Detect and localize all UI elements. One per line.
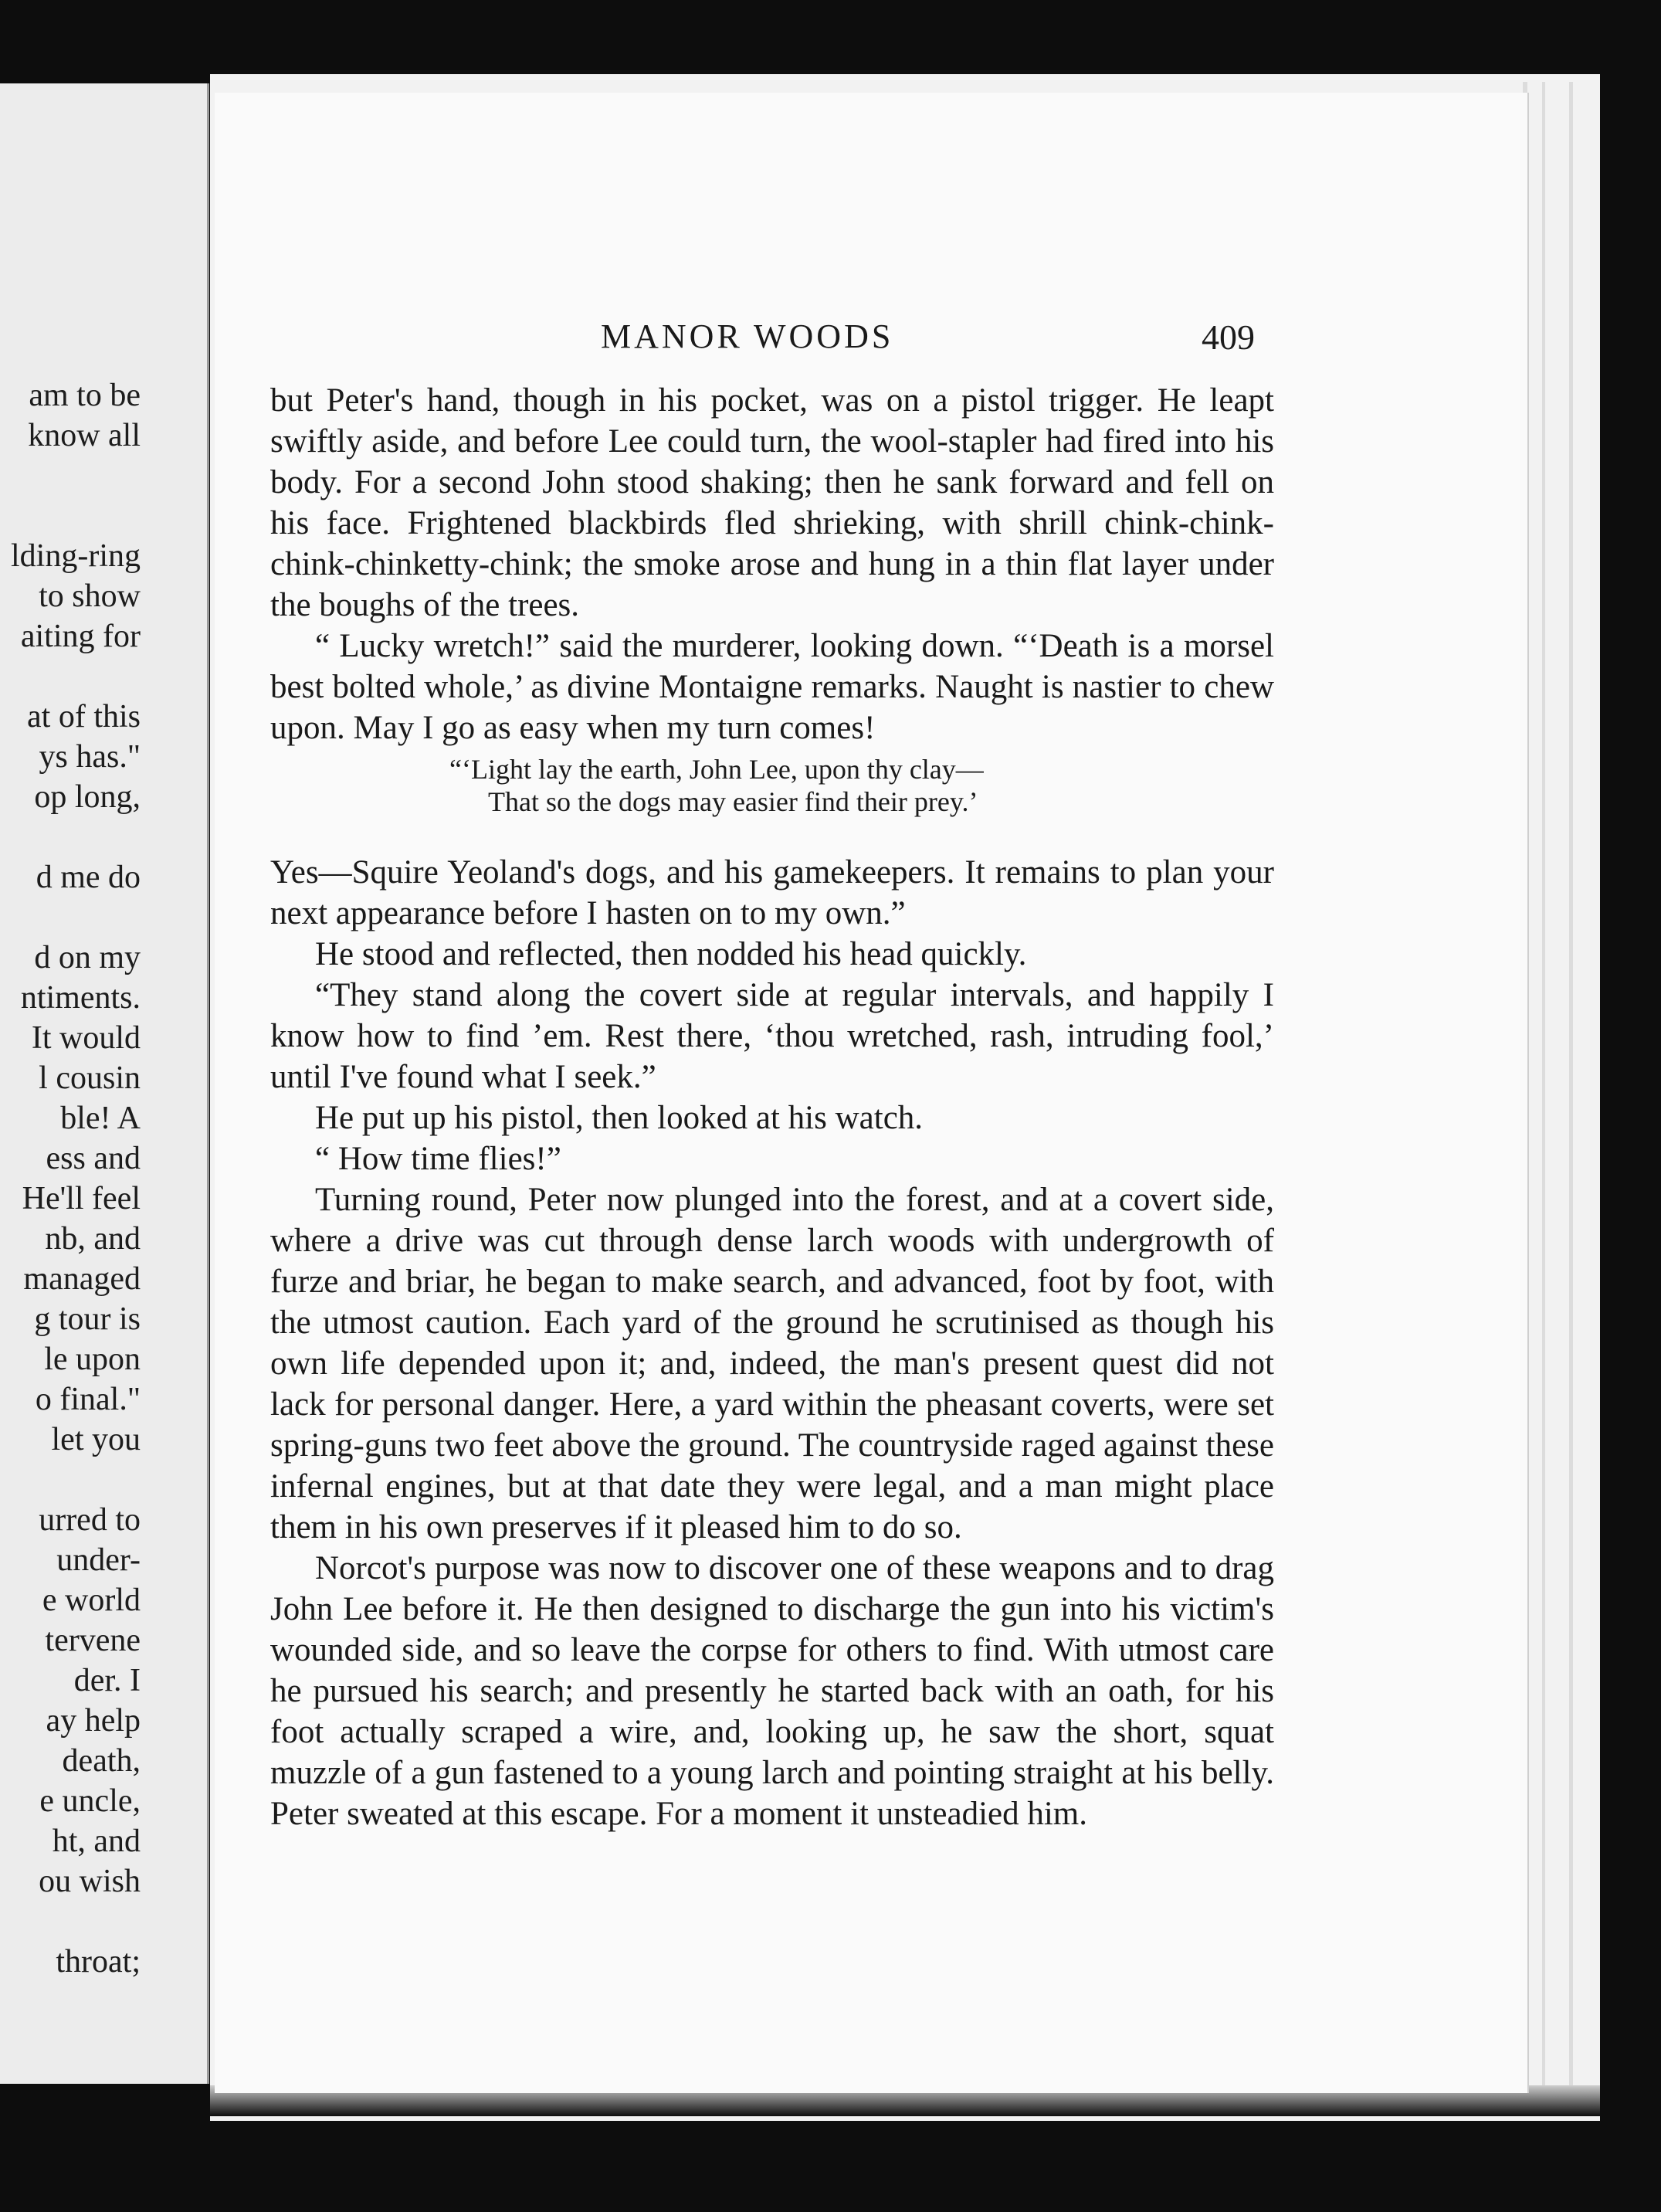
left-page-line: throat; bbox=[56, 1944, 141, 1980]
left-page-line: aiting for bbox=[20, 619, 141, 654]
page-edge bbox=[1569, 82, 1573, 2113]
left-page-line: It would bbox=[31, 1020, 141, 1056]
body-text bbox=[270, 380, 1274, 1834]
paragraph: Norcot's purpose was now to discover one of these weapons and to drag John Lee before it. He then designed to discharge the gun into his victim's wounded side, and so leave the corpse for others to find. With utmost care he pursued his search; and presently he started back with an oath, for his foot actually scraped a wire, and, looking up, he saw the short, squat muzzle of a gun fastened to a young larch and pointing straight at his belly. Peter sweated at this escape. For a moment it unsteadied him. bbox=[270, 1550, 1274, 1832]
left-page-line: e uncle, bbox=[39, 1783, 141, 1819]
paragraph: “ How time flies!” bbox=[315, 1141, 561, 1177]
left-page-line: am to be bbox=[29, 378, 141, 413]
paragraph: He put up his pistol, then looked at his watch. bbox=[315, 1100, 924, 1136]
left-page-line: managed bbox=[23, 1261, 141, 1297]
left-page-line: e world bbox=[42, 1583, 141, 1618]
left-page-line: under- bbox=[56, 1542, 141, 1578]
paragraph: He stood and reflected, then nodded his head quickly. bbox=[315, 936, 1027, 972]
left-page-line: ys has." bbox=[39, 739, 141, 775]
left-page-line: d on my bbox=[34, 940, 141, 975]
left-page-line: He'll feel bbox=[22, 1181, 141, 1216]
verse-line: “‘Light lay the earth, John Lee, upon thy clay— bbox=[449, 754, 984, 785]
right-page bbox=[215, 93, 1527, 2093]
left-page-line: ess and bbox=[46, 1141, 141, 1176]
left-page-line: to show bbox=[39, 578, 141, 614]
left-page-line: ou wish bbox=[39, 1864, 141, 1899]
left-page-line: ntiments. bbox=[20, 980, 141, 1016]
paragraph: “They stand along the covert side at regular intervals, and happily I know how to find ’em. Rest there, ‘thou wretched, rash, intruding fool,’ until I've found what I seek.” bbox=[270, 977, 1274, 1095]
left-page-line: at of this bbox=[27, 699, 141, 735]
left-page-line: l cousin bbox=[39, 1060, 141, 1096]
left-page-line: le upon bbox=[44, 1342, 141, 1377]
left-page-line: nb, and bbox=[45, 1221, 141, 1257]
paragraph: “ Lucky wretch!” said the murderer, looking down. “‘Death is a morsel best bolted whole,’ as divine Montaigne remarks. Naught is nastier to chew upon. May I go as easy when my turn comes! bbox=[270, 628, 1274, 746]
left-page-line: ht, and bbox=[52, 1824, 141, 1859]
verse-quotation bbox=[449, 753, 1274, 818]
left-page-line: know all bbox=[28, 418, 141, 453]
page-number: 409 bbox=[1202, 317, 1255, 357]
left-page-line: lding-ring bbox=[11, 538, 141, 574]
left-page-line: o final." bbox=[35, 1382, 141, 1417]
left-page-line: der. I bbox=[73, 1663, 141, 1698]
verse-line: That so the dogs may easier find their prey.’ bbox=[488, 786, 978, 817]
left-page-line: let you bbox=[51, 1422, 141, 1457]
left-page-line: ble! A bbox=[60, 1101, 141, 1136]
left-page bbox=[0, 83, 209, 2084]
paragraph: Turning round, Peter now plunged into the forest, and at a covert side, where a drive was cut through dense larch woods with undergrowth of furze and briar, he began to make search, and advanced, foot by foot, with the utmost caution. Each yard of the ground he scrutinised as though his own life depended upon it; and, indeed, the man's present quest did not lack for personal danger. Here, a yard within the pheasant coverts, were set spring-guns two feet above the ground. The countryside raged against these infernal engines, but at that date they were legal, and a man might place them in his own preserves if it pleased him to do so. bbox=[270, 1182, 1274, 1545]
page-edge bbox=[1542, 82, 1545, 2113]
left-page-line: ay help bbox=[46, 1703, 141, 1739]
left-page-line: death, bbox=[62, 1743, 141, 1779]
left-page-line: d me do bbox=[36, 860, 141, 895]
running-title: MANOR WOODS bbox=[601, 317, 894, 355]
left-page-line: urred to bbox=[39, 1502, 141, 1538]
left-page-line: g tour is bbox=[34, 1301, 141, 1337]
paragraph: Yes—Squire Yeoland's dogs, and his gamekeepers. It remains to plan your next appearance before I hasten on to my own.” bbox=[270, 854, 1274, 931]
left-page-line: op long, bbox=[34, 779, 141, 815]
paragraph: but Peter's hand, though in his pocket, was on a pistol trigger. He leapt swiftly aside, and before Lee could turn, the wool-stapler had fired into his body. For a second John stood shaking; then he sank forward and fell on his face. Frightened blackbirds fled shrieking, with shrill chink-chink-chink-chinketty-chink; the smoke arose and hung in a thin flat layer under the boughs of the trees. bbox=[270, 382, 1274, 623]
page-header bbox=[215, 317, 1527, 363]
left-page-line: tervene bbox=[45, 1623, 141, 1658]
